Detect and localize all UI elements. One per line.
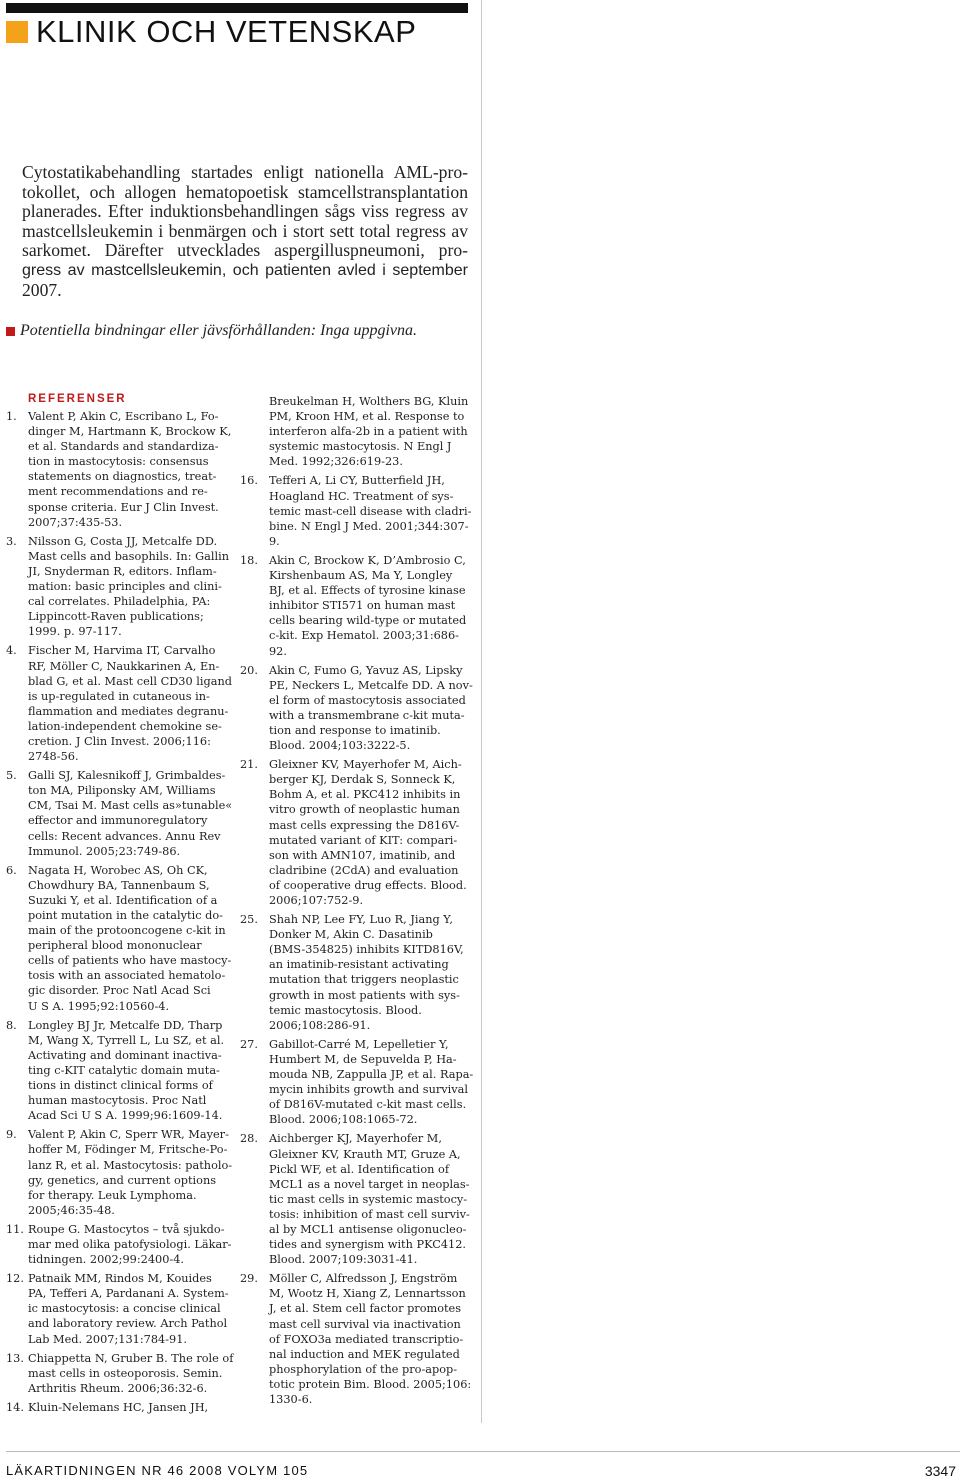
reference-line: tosis: inhibition of mast cell surviv-	[269, 1207, 470, 1221]
body-paragraph	[22, 163, 468, 300]
reference-number: 11.	[6, 1222, 24, 1236]
reference-item	[6, 1271, 228, 1346]
body-line: planerades. Efter induktionsbehandlingen sågs viss regress av	[22, 201, 468, 222]
reference-text	[269, 663, 473, 754]
reference-line: mast cells in osteoporosis. Semin.	[28, 1366, 223, 1380]
reference-line: PM, Kroon HM, et al. Response to	[269, 410, 465, 424]
reference-line: hoffer M, Födinger M, Fritsche-Po-	[28, 1143, 228, 1157]
reference-line: 1999. p. 97-117.	[28, 625, 122, 639]
reference-line: flammation and mediates degranu-	[28, 704, 229, 718]
reference-line: BJ, et al. Effects of tyrosine kinase	[269, 584, 466, 598]
reference-item	[6, 1127, 233, 1218]
reference-number: 29.	[240, 1272, 258, 1286]
reference-text	[28, 863, 231, 1014]
reference-line: Shah NP, Lee FY, Luo R, Jiang Y,	[269, 913, 453, 927]
reference-number: 8.	[6, 1018, 17, 1032]
reference-line: c-kit. Exp Hematol. 2003;31:686-	[269, 629, 460, 643]
reference-text	[28, 1400, 228, 1415]
reference-line: Kluin-Nelemans HC, Jansen JH,	[28, 1400, 209, 1414]
references-column-1	[6, 409, 234, 1419]
reference-line: et al. Standards and standardiza-	[28, 440, 219, 454]
reference-line: mutated variant of KIT: compari-	[269, 833, 458, 847]
reference-item	[6, 534, 228, 640]
reference-line: lation-independent chemokine se-	[28, 719, 222, 733]
reference-line: Donker M, Akin C. Dasatinib	[269, 928, 433, 942]
reference-text	[28, 1018, 228, 1124]
reference-line: Breukelman H, Wolthers BG, Kluin	[269, 395, 469, 408]
reference-item	[240, 553, 470, 659]
reference-line: totic protein Bim. Blood. 2005;106:	[269, 1377, 472, 1391]
reference-line: statements on diagnostics, treat-	[28, 470, 217, 484]
reference-line: tion and response to imatinib.	[269, 723, 441, 737]
top-bar	[6, 3, 468, 13]
reference-line: mycin inhibits growth and survival	[269, 1083, 468, 1097]
reference-line: for therapy. Leuk Lymphoma.	[28, 1188, 197, 1202]
reference-line: Suzuki Y, et al. Identification of a	[28, 893, 218, 907]
reference-text	[269, 394, 470, 469]
reference-line: Lippincott-Raven publications;	[28, 610, 204, 624]
reference-line: 1330-6.	[269, 1393, 313, 1406]
disclosure	[6, 322, 417, 340]
reference-line: mutation that triggers neoplastic	[269, 973, 459, 987]
reference-line: cladribine (2CdA) and evaluation	[269, 863, 459, 877]
reference-line: Hoagland HC. Treatment of sys-	[269, 489, 454, 503]
reference-line: with a transmembrane c-kit muta-	[269, 708, 465, 722]
reference-number: 25.	[240, 913, 258, 927]
reference-number: 16.	[240, 474, 258, 488]
reference-line: 2748-56.	[28, 750, 79, 764]
reference-line: growth in most patients with sys-	[269, 988, 460, 1002]
reference-line: 2006;107:752-9.	[269, 894, 364, 907]
reference-line: 2005;46:35-48.	[28, 1203, 115, 1217]
reference-line: Chiappetta N, Gruber B. The role of	[28, 1351, 234, 1365]
reference-text	[269, 757, 470, 908]
reference-item	[240, 1271, 470, 1407]
reference-text	[269, 473, 471, 548]
reference-line: Tefferi A, Li CY, Butterfield JH,	[269, 474, 445, 488]
reference-line: M, Wootz H, Xiang Z, Lennartsson	[269, 1287, 466, 1301]
reference-number: 3.	[6, 534, 17, 548]
reference-line: Blood. 2007;109:3031-41.	[269, 1253, 418, 1267]
reference-line: 92.	[269, 644, 287, 658]
body-line: tokollet, och allogen hematopoetisk stamcellstransplantation	[22, 181, 468, 202]
reference-line: temic mastocytosis. Blood.	[269, 1003, 422, 1017]
reference-line: tic mast cells in systemic mastocy-	[269, 1192, 468, 1206]
reference-text	[28, 1222, 231, 1267]
reference-text	[269, 1271, 471, 1407]
section-header	[6, 14, 416, 50]
reference-line: Blood. 2004;103:3222-5.	[269, 739, 411, 753]
reference-line: Galli SJ, Kalesnikoff J, Grimbaldes-	[28, 769, 226, 783]
reference-line: gy, genetics, and current options	[28, 1173, 217, 1187]
reference-line: Aichberger KJ, Mayerhofer M,	[269, 1132, 442, 1146]
reference-line: ment recommendations and re-	[28, 485, 208, 499]
reference-item	[240, 1131, 470, 1267]
reference-line: bine. N Engl J Med. 2001;344:307-	[269, 519, 469, 533]
body-line: mastcellsleukemin i benmärgen och i stort sett total regress av	[22, 220, 468, 241]
reference-line: Activating and dominant inactiva-	[28, 1048, 222, 1062]
section-title: KLINIK OCH VETENSKAP	[36, 14, 417, 49]
body-line: gress av mastcellsleukemin, och patienten avled i september	[22, 261, 468, 279]
column-divider	[481, 0, 482, 1423]
reference-line: of cooperative drug effects. Blood.	[269, 878, 467, 892]
reference-line: Immunol. 2005;23:749-86.	[28, 844, 181, 858]
reference-line: Patnaik MM, Rindos M, Kouides	[28, 1272, 212, 1286]
reference-line: and laboratory review. Arch Pathol	[28, 1317, 228, 1331]
footer-page-number: 3347	[924, 1463, 956, 1479]
reference-number: 1.	[6, 410, 17, 423]
disclosure-text: Potentiella bindningar eller jävsförhållanden: Inga uppgivna.	[20, 322, 417, 339]
reference-line: ic mastocytosis: a concise clinical	[28, 1302, 221, 1316]
reference-line: tosis with an associated hematolo-	[28, 969, 226, 983]
reference-line: J, et al. Stem cell factor promotes	[269, 1302, 462, 1316]
reference-line: Kirshenbaum AS, Ma Y, Longley	[269, 569, 453, 583]
reference-line: RF, Möller C, Naukkarinen A, En-	[28, 659, 220, 673]
reference-number: 28.	[240, 1132, 258, 1146]
reference-line: PA, Tefferi A, Pardanani A. System-	[28, 1287, 229, 1301]
reference-number: 12.	[6, 1272, 24, 1286]
reference-line: phosphorylation of the pro-apop-	[269, 1362, 458, 1376]
reference-line: of FOXO3a mediated transcriptio-	[269, 1332, 464, 1346]
body-line: 2007.	[22, 279, 62, 300]
reference-text	[269, 1037, 473, 1128]
reference-line: Valent P, Akin C, Escribano L, Fo-	[28, 410, 219, 423]
reference-line: M, Wang X, Tyrrell L, Lu SZ, et al.	[28, 1033, 225, 1047]
reference-line: inhibitor STI571 on human mast	[269, 599, 456, 613]
reference-number: 9.	[6, 1128, 17, 1142]
reference-item	[6, 1351, 234, 1396]
body-line: Cytostatikabehandling startades enligt nationella AML-pro-	[22, 162, 468, 182]
reference-line: CM, Tsai M. Mast cells as»tunable«	[28, 799, 233, 813]
reference-number: 6.	[6, 863, 17, 877]
reference-line: PE, Neckers L, Metcalfe DD. A nov-	[269, 678, 473, 692]
reference-line: mation: basic principles and clini-	[28, 580, 222, 594]
reference-line: tions in distinct clinical forms of	[28, 1079, 213, 1093]
reference-line: Mast cells and basophils. In: Gallin	[28, 549, 229, 563]
reference-item	[240, 473, 470, 548]
reference-number: 5.	[6, 769, 17, 783]
reference-item	[6, 643, 232, 764]
reference-number: 20.	[240, 663, 258, 677]
body-line: sarkomet. Därefter utvecklades aspergilluspneumoni, pro-	[22, 240, 468, 261]
reference-text	[28, 1127, 232, 1218]
reference-line: systemic mastocytosis. N Engl J	[269, 440, 452, 454]
reference-number	[240, 394, 269, 469]
reference-item	[240, 663, 473, 754]
reference-line: ton MA, Piliponsky AM, Williams	[28, 784, 216, 798]
reference-line: Valent P, Akin C, Sperr WR, Mayer-	[28, 1128, 229, 1142]
reference-item	[240, 912, 470, 1033]
reference-line: Lab Med. 2007;131:784-91.	[28, 1332, 187, 1346]
reference-number: 18.	[240, 553, 258, 567]
reference-line: main of the protooncogene c-kit in	[28, 924, 226, 938]
reference-line: cretion. J Clin Invest. 2006;116:	[28, 734, 211, 748]
reference-line: cells bearing wild-type or mutated	[269, 614, 467, 628]
reference-line: cells of patients who have mastocy-	[28, 954, 232, 968]
reference-line: Fischer M, Harvima IT, Carvalho	[28, 644, 216, 658]
reference-line: 2006;108:286-91.	[269, 1018, 371, 1032]
reference-line: al by MCL1 antisense oligonucleo-	[269, 1222, 467, 1236]
reference-line: sponse criteria. Eur J Clin Invest.	[28, 500, 219, 514]
reference-line: tides and synergism with PKC412.	[269, 1238, 467, 1252]
reference-line: is up-regulated in cutaneous in-	[28, 689, 210, 703]
reference-number: 13.	[6, 1351, 24, 1365]
reference-line: MCL1 as a novel target in neoplas-	[269, 1177, 470, 1191]
reference-line: human mastocytosis. Proc Natl	[28, 1094, 207, 1108]
reference-line: Bohm A, et al. PKC412 inhibits in	[269, 788, 461, 802]
reference-line: Arthritis Rheum. 2006;36:32-6.	[28, 1381, 208, 1395]
reference-line: Med. 1992;326:619-23.	[269, 455, 403, 469]
reference-line: lanz R, et al. Mastocytosis: patholo-	[28, 1158, 233, 1172]
reference-line: Chowdhury BA, Tannenbaum S,	[28, 878, 210, 892]
reference-line: tion in mastocytosis: consensus	[28, 455, 209, 469]
reference-text	[28, 409, 231, 530]
reference-line: U S A. 1995;92:10560-4.	[28, 999, 170, 1013]
footer-journal: LÄKARTIDNINGEN NR 46 2008 VOLYM 105	[6, 1463, 309, 1478]
reference-text	[28, 534, 229, 640]
reference-line: son with AMN107, imatinib, and	[269, 848, 456, 862]
reference-line: Blood. 2006;108:1065-72.	[269, 1113, 418, 1127]
reference-number: 27.	[240, 1037, 258, 1051]
reference-line: point mutation in the catalytic do-	[28, 909, 223, 922]
reference-number: 21.	[240, 758, 258, 772]
reference-text	[28, 1271, 229, 1346]
reference-text	[28, 768, 232, 859]
reference-line: Akin C, Fumo G, Yavuz AS, Lipsky	[269, 663, 463, 677]
reference-item	[240, 394, 470, 469]
reference-line: mouda NB, Zappulla JP, et al. Rapa-	[269, 1068, 474, 1082]
reference-text	[269, 1131, 470, 1267]
reference-line: Akin C, Brockow K, D’Ambrosio C,	[269, 553, 466, 567]
reference-item	[6, 768, 233, 859]
reference-line: Acad Sci U S A. 1999;96:1609-14.	[28, 1109, 223, 1123]
reference-line: cal correlates. Philadelphia, PA:	[28, 595, 211, 609]
reference-item	[6, 1400, 228, 1415]
reference-item	[240, 1037, 474, 1128]
reference-line: of D816V-mutated c-kit mast cells.	[269, 1098, 467, 1112]
reference-number: 4.	[6, 644, 17, 658]
reference-line: Möller C, Alfredsson J, Engström	[269, 1272, 458, 1286]
reference-text	[269, 912, 470, 1033]
reference-line: ting c-KIT catalytic domain muta-	[28, 1063, 220, 1077]
reference-line: mast cell survival via inactivation	[269, 1317, 461, 1331]
footer-rule	[6, 1451, 960, 1452]
reference-line: effector and immunoregulatory	[28, 814, 208, 828]
reference-line: gic disorder. Proc Natl Acad Sci	[28, 984, 211, 998]
reference-text	[28, 643, 232, 764]
reference-line: Gleixner KV, Mayerhofer M, Aich-	[269, 758, 462, 772]
reference-line: Nagata H, Worobec AS, Oh CK,	[28, 863, 208, 877]
reference-line: blad G, et al. Mast cell CD30 ligand	[28, 674, 232, 688]
reference-line: cells: Recent advances. Annu Rev	[28, 829, 221, 843]
reference-text	[28, 1351, 233, 1396]
reference-line: Gabillot-Carré M, Lepelletier Y,	[269, 1037, 449, 1051]
reference-line: Pickl WF, et al. Identification of	[269, 1162, 450, 1176]
reference-line: tidningen. 2002;99:2400-4.	[28, 1253, 185, 1267]
reference-item	[240, 757, 470, 908]
references-heading: REFERENSER	[28, 393, 127, 405]
reference-line: Roupe G. Mastocytos – två sjukdo-	[28, 1222, 225, 1236]
reference-line: (BMS-354825) inhibits KITD816V,	[269, 943, 464, 957]
reference-item	[6, 409, 232, 530]
reference-line: el form of mastocytosis associated	[269, 693, 466, 707]
reference-line: 2007;37:435-53.	[28, 515, 123, 529]
reference-line: an imatinib-resistant activating	[269, 958, 449, 972]
reference-line: peripheral blood mononuclear	[28, 939, 202, 953]
reference-item	[6, 1018, 228, 1124]
reference-line: mast cells expressing the D816V-	[269, 818, 460, 832]
reference-line: JI, Snyderman R, editors. Inflam-	[28, 564, 217, 578]
reference-line: nal induction and MEK regulated	[269, 1347, 460, 1361]
reference-line: Nilsson G, Costa JJ, Metcalfe DD.	[28, 534, 218, 548]
bullet-square-icon	[6, 327, 15, 336]
reference-line: vitro growth of neoplastic human	[269, 803, 460, 817]
section-square-icon	[6, 21, 28, 43]
reference-line: dinger M, Hartmann K, Brockow K,	[28, 425, 232, 439]
reference-line: mar med olika patofysiologi. Läkar-	[28, 1237, 232, 1251]
reference-line: Gleixner KV, Krauth MT, Gruze A,	[269, 1147, 461, 1161]
reference-text	[269, 553, 470, 659]
reference-line: berger KJ, Derdak S, Sonneck K,	[269, 773, 456, 787]
reference-number: 14.	[6, 1400, 24, 1414]
reference-item	[6, 1222, 232, 1267]
reference-item	[6, 863, 232, 1014]
reference-line: temic mast-cell disease with cladri-	[269, 504, 472, 518]
reference-line: 9.	[269, 534, 280, 548]
reference-line: interferon alfa-2b in a patient with	[269, 425, 468, 439]
references-column-2	[240, 394, 474, 1411]
reference-line: Longley BJ Jr, Metcalfe DD, Tharp	[28, 1018, 223, 1032]
reference-line: Humbert M, de Sepuvelda P, Ha-	[269, 1052, 457, 1066]
